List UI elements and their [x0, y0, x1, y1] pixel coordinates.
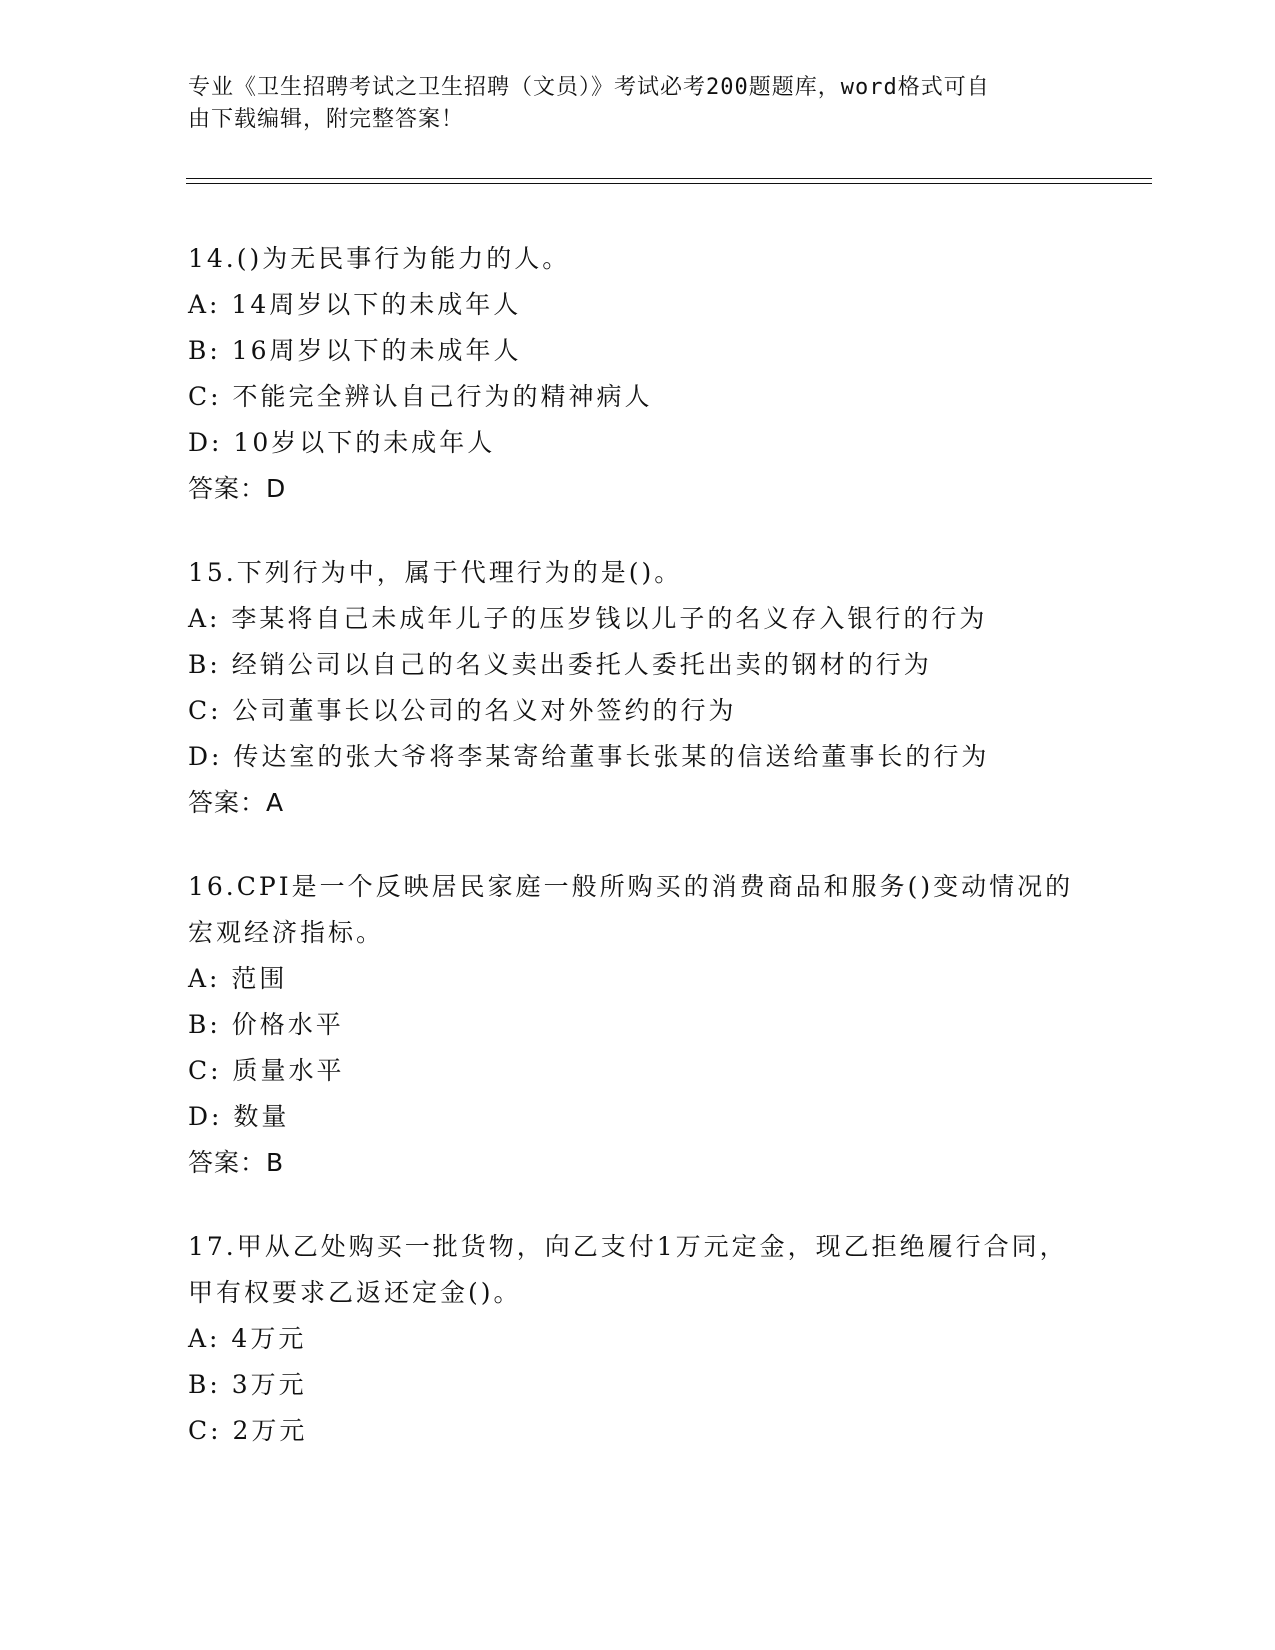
option-c: C: 公司董事长以公司的名义对外签约的行为 — [188, 696, 737, 725]
question-17 — [188, 1224, 1088, 1454]
option-a: A: 4万元 — [188, 1324, 307, 1353]
option-c: C: 2万元 — [188, 1416, 308, 1445]
option-d: D: 10岁以下的未成年人 — [188, 428, 496, 457]
document-header — [188, 72, 1068, 136]
question-text: 14.()为无民事行为能力的人。 — [188, 244, 571, 273]
option-c: C: 不能完全辨认自己行为的精神病人 — [188, 382, 653, 411]
answer: 答案：A — [188, 788, 285, 817]
option-b: B: 经销公司以自己的名义卖出委托人委托出卖的钢材的行为 — [188, 650, 932, 679]
answer: 答案：D — [188, 474, 287, 503]
option-b: B: 16周岁以下的未成年人 — [188, 336, 522, 365]
option-c: C: 质量水平 — [188, 1056, 345, 1085]
question-text: 15.下列行为中，属于代理行为的是()。 — [188, 558, 683, 587]
option-a: A: 李某将自己未成年儿子的压岁钱以儿子的名义存入银行的行为 — [188, 604, 988, 633]
header-line-1: 专业《卫生招聘考试之卫生招聘（文员）》考试必考200题题库，word格式可自 — [188, 75, 990, 100]
question-text: 17.甲从乙处购买一批货物，向乙支付1万元定金，现乙拒绝履行合同，甲有权要求乙返还定金()。 — [188, 1232, 1068, 1307]
option-d: D: 数量 — [188, 1102, 290, 1131]
answer: 答案：B — [188, 1148, 285, 1177]
header-divider-bottom — [186, 183, 1152, 184]
option-b: B: 3万元 — [188, 1370, 307, 1399]
option-d: D: 传达室的张大爷将李某寄给董事长张某的信送给董事长的行为 — [188, 742, 990, 771]
header-line-2: 由下载编辑，附完整答案！ — [188, 107, 465, 132]
question-16 — [188, 864, 1088, 1186]
question-list — [188, 236, 1088, 1492]
option-b: B: 价格水平 — [188, 1010, 344, 1039]
question-text: 16.CPI是一个反映居民家庭一般所购买的消费商品和服务()变动情况的宏观经济指标。 — [188, 872, 1074, 947]
question-15 — [188, 550, 1088, 826]
header-divider-top — [186, 178, 1152, 179]
option-a: A: 14周岁以下的未成年人 — [188, 290, 522, 319]
question-14 — [188, 236, 1088, 512]
option-a: A: 范围 — [188, 964, 288, 993]
